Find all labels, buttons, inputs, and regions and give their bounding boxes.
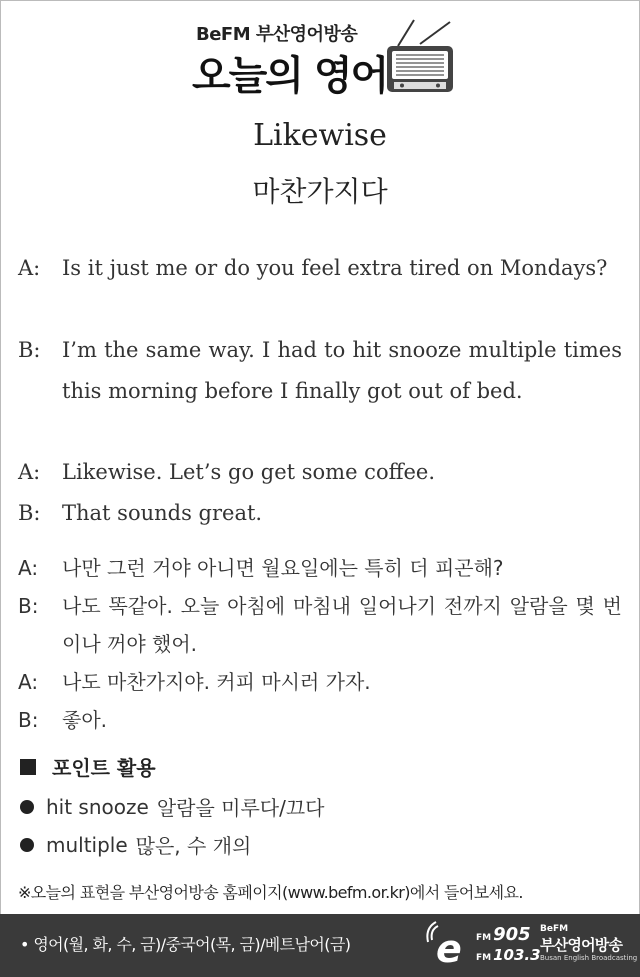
footer xyxy=(0,914,640,977)
speaker-label: A: xyxy=(18,256,41,280)
expression-english: Likewise xyxy=(253,118,387,153)
dialogue-ko-line xyxy=(18,663,622,701)
svg-text:e: e xyxy=(436,927,462,971)
dialogue-text: 나도 똑같아. 오늘 아침에 마침내 일어나기 전까지 알람을 몇 번이나 꺼야 했어. xyxy=(62,594,622,656)
point-heading xyxy=(20,752,156,781)
point-meaning: 알람을 미루다/끄다 xyxy=(156,796,325,820)
dialogue-en-line xyxy=(18,452,622,493)
speaker-label: B: xyxy=(18,501,41,525)
logo-station-english: Busan English Broadcasting xyxy=(540,954,638,962)
bullet-icon xyxy=(20,800,34,814)
show-title: 오늘의 영어 xyxy=(192,53,388,99)
dialogue-en-line xyxy=(18,248,622,289)
logo-station-name: 부산영어방송 xyxy=(540,936,623,954)
expression-korean: 마찬가지다 xyxy=(252,175,388,208)
bullet-icon xyxy=(20,838,34,852)
dialogue-text: Is it just me or do you feel extra tired on Mondays? xyxy=(62,256,608,280)
brand-line: BeFM 부산영어방송 xyxy=(196,24,358,45)
speaker-label: A: xyxy=(18,556,39,580)
e-logo-icon xyxy=(424,920,476,972)
point-item xyxy=(20,792,324,821)
logo-befm: BeFM xyxy=(540,924,569,934)
dialogue-text: That sounds great. xyxy=(62,501,263,525)
speaker-label: B: xyxy=(18,594,39,618)
point-heading-label: 포인트 활용 xyxy=(52,756,156,780)
speaker-label: B: xyxy=(18,708,39,732)
language-schedule: • 영어(월, 화, 수, 금)/중국어(목, 금)/베트남어(금) xyxy=(20,935,351,954)
dialogue-en-line xyxy=(18,330,622,412)
dialogue-text: 나도 마찬가지야. 커피 마시러 가자. xyxy=(62,670,371,694)
frequency-1033: FM 103.3 xyxy=(476,946,541,964)
dialogue-ko-line xyxy=(18,549,622,587)
station-logo xyxy=(424,920,636,972)
point-term: hit snooze xyxy=(46,794,149,819)
speaker-label: A: xyxy=(18,670,39,694)
dialogue-text: 나만 그런 거야 아니면 월요일에는 특히 더 피곤해? xyxy=(62,556,504,580)
square-bullet-icon xyxy=(20,759,36,775)
dialogue-text: I’m the same way. I had to hit snooze multiple times this morning before I finally got out of bed. xyxy=(62,338,622,403)
dialogue-text: Likewise. Let’s go get some coffee. xyxy=(62,460,436,484)
dialogue-ko-line xyxy=(18,587,622,663)
website-note: ※오늘의 표현을 부산영어방송 홈페이지(www.befm.or.kr)에서 들어보세요. xyxy=(18,883,523,902)
dialogue-en-line xyxy=(18,493,622,534)
dialogue-text: 좋아. xyxy=(62,708,107,732)
radio-icon xyxy=(384,16,456,96)
point-item xyxy=(20,830,251,859)
point-meaning: 많은, 수 개의 xyxy=(135,834,252,858)
dialogue-ko-line xyxy=(18,701,622,739)
speaker-label: B: xyxy=(18,338,41,362)
frequency-905: FM 905 xyxy=(476,924,531,945)
point-term: multiple xyxy=(46,832,128,857)
speaker-label: A: xyxy=(18,460,41,484)
